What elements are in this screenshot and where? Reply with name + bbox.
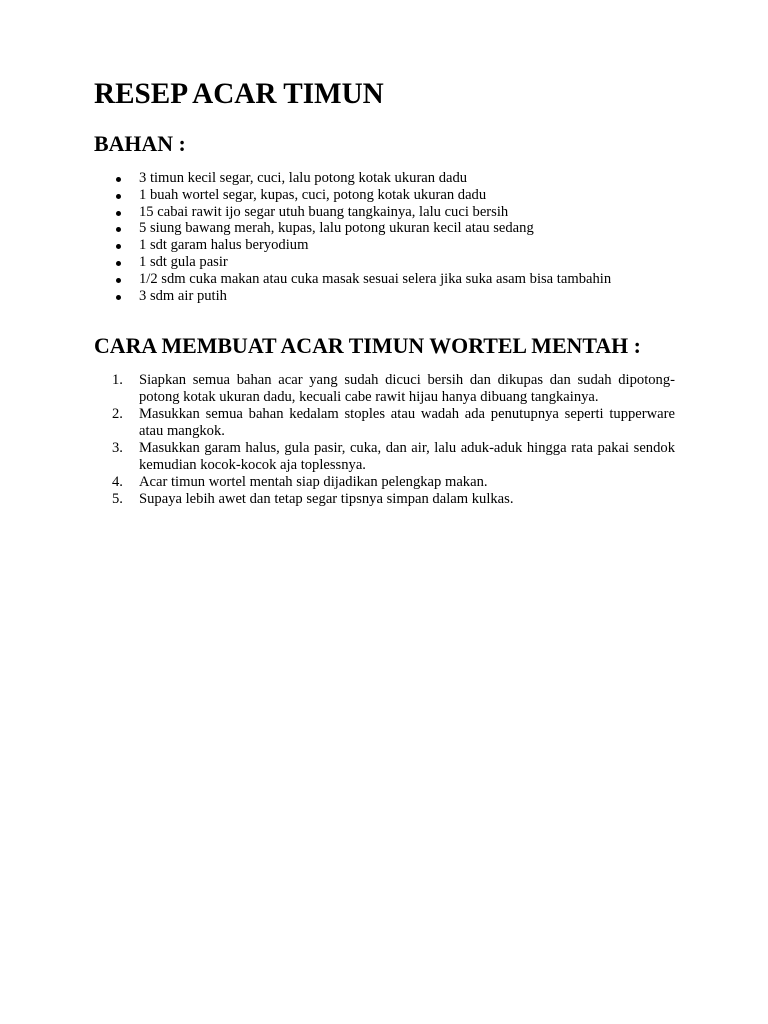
- list-item: [94, 220, 675, 237]
- list-item: [94, 474, 675, 491]
- bullet-icon: [116, 177, 121, 182]
- bullet-icon: [116, 244, 121, 249]
- step-text: Acar timun wortel mentah siap dijadikan pelengkap makan.: [139, 473, 488, 490]
- bullet-icon: [116, 278, 121, 283]
- list-item: [94, 440, 675, 474]
- list-item: [94, 237, 675, 254]
- document-page: [94, 78, 675, 508]
- ingredient-text: 1/2 sdm cuka makan atau cuka masak sesuai selera jika suka asam bisa tambahin: [139, 270, 612, 287]
- step-text: Siapkan semua bahan acar yang sudah dicuci bersih dan dikupas dan sudah dipotong-potong kotak ukuran dadu, kecuali cabe rawit hijau hanya dibuang tangkainya.: [139, 372, 675, 406]
- step-number: 4.: [112, 473, 123, 490]
- ingredient-text: 5 siung bawang merah, kupas, lalu potong ukuran kecil atau sedang: [139, 220, 534, 237]
- ingredient-text: 1 sdt garam halus beryodium: [139, 237, 309, 254]
- list-item: [94, 271, 675, 288]
- bullet-icon: [116, 295, 121, 300]
- step-number: 5.: [112, 490, 123, 507]
- list-item: [94, 372, 675, 406]
- ingredient-text: 1 buah wortel segar, kupas, cuci, potong kotak ukuran dadu: [139, 186, 487, 203]
- list-item: [94, 288, 675, 305]
- step-text: Masukkan semua bahan kedalam stoples atau wadah ada penutupnya seperti tupperware atau mangkok.: [139, 406, 675, 440]
- bullet-icon: [116, 227, 121, 232]
- ingredient-text: 15 cabai rawit ijo segar utuh buang tangkainya, lalu cuci bersih: [139, 203, 509, 220]
- list-item: [94, 254, 675, 271]
- step-text: Supaya lebih awet dan tetap segar tipsnya simpan dalam kulkas.: [139, 490, 514, 507]
- bullet-icon: [116, 194, 121, 199]
- ingredient-text: 3 sdm air putih: [139, 287, 227, 304]
- step-text: Masukkan garam halus, gula pasir, cuka, dan air, lalu aduk-aduk hingga rata pakai sendok kemudian kocok-kocok aja toplessnya.: [139, 440, 675, 473]
- list-item: [94, 204, 675, 221]
- list-item: [94, 491, 675, 508]
- step-number: 1.: [112, 372, 123, 389]
- list-item: [94, 187, 675, 204]
- steps-list: [94, 372, 675, 507]
- list-item: [94, 406, 675, 440]
- cara-heading: CARA MEMBUAT ACAR TIMUN WORTEL MENTAH :: [94, 333, 641, 359]
- step-number: 3.: [112, 440, 123, 456]
- ingredients-list: [94, 170, 675, 304]
- bahan-heading: BAHAN :: [94, 131, 186, 156]
- document-title: RESEP ACAR TIMUN: [94, 78, 384, 110]
- ingredient-text: 1 sdt gula pasir: [139, 253, 228, 270]
- ingredient-text: 3 timun kecil segar, cuci, lalu potong kotak ukuran dadu: [139, 170, 468, 186]
- bullet-icon: [116, 261, 121, 266]
- step-number: 2.: [112, 406, 123, 423]
- bullet-icon: [116, 211, 121, 216]
- list-item: [94, 170, 675, 187]
